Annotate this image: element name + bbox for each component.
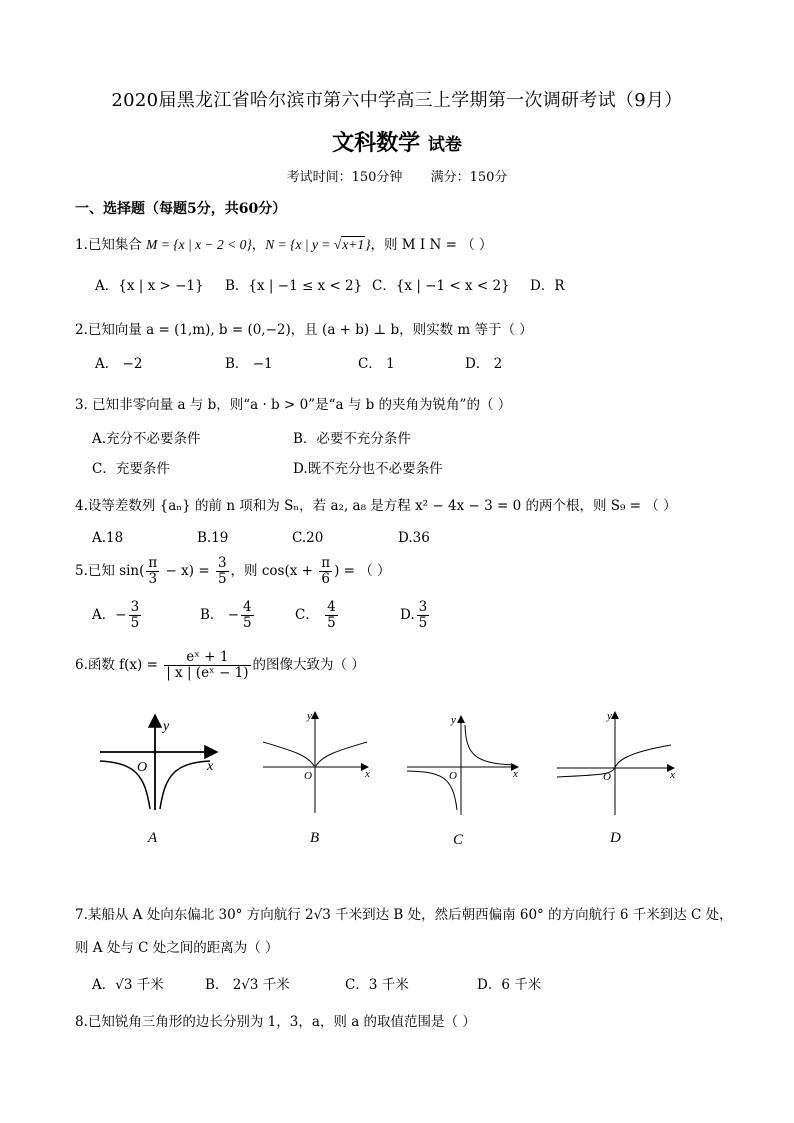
q5-option-c-label: C． [295,607,324,623]
q5-option-c-frac [325,600,338,631]
q5-option-d [400,600,431,631]
graph-b-origin: O [304,770,312,782]
subject-name: 文科数学 [332,130,421,156]
q5-option-d-label: D. [400,607,415,623]
q6-post: 的图像大致为（ ） [252,657,365,673]
q5-option-d-den: 5 [418,615,428,631]
q5-option-b-label: B． − [200,607,240,623]
q1-option-a: A．{x | x > −1} [95,278,204,294]
q5-option-b-frac [241,600,254,631]
q5-pre: 5.已知 sin( [75,563,145,579]
q5-option-d-num: 3 [418,599,428,615]
q5-mid2: ，则 cos(x + [230,563,318,579]
q1-set-n-close: } [365,237,371,252]
q4-option-a: A.18 [92,530,124,546]
q5-option-a-frac [129,600,142,631]
question-4: 4.设等差数列 {aₙ} 的前 n 项和为 Sₙ，若 a₂, a₈ 是方程 x² − 4x − 3 = 0 的两个根，则 S₉ = （ ） [75,498,677,514]
graph-d-y-label: y [607,710,612,722]
q1-prefix: 1.已知集合 [75,237,147,253]
q2-option-c: C． 1 [358,356,395,372]
exam-time: 考试时间：150分钟 [286,170,403,185]
graph-c-label: C [453,832,464,848]
question-2: 2.已知向量 a = (1,m), b = (0,−2)，且 (a + b) ⊥ b，则实数 m 等于（ ） [75,322,533,338]
paper-word: 试卷 [427,135,462,155]
q6-frac [164,650,250,681]
q5-mid1: − x) = [161,563,214,579]
q2-option-d: D． 2 [465,356,503,372]
question-5 [75,556,391,587]
graph-a-y-label: y [163,719,170,734]
q7-option-b: B． 2√3 千米 [205,977,290,993]
q3-option-d: D.既不充分也不必要条件 [293,461,443,477]
q5-frac-pi3-den: 3 [148,571,158,587]
q5-option-a-label: A．− [92,607,127,623]
q3-option-c: C．充要条件 [92,461,170,477]
q1-option-c: C．{x | −1 < x < 2} [372,278,510,294]
q5-frac-pi6-den: 6 [321,571,330,587]
question-8: 8.已知锐角三角形的边长分别为 1，3，a，则 a 的取值范围是（ ） [75,1014,476,1030]
q4-option-d: D.36 [398,530,430,546]
graph-a-curve-right [160,761,210,809]
q3-option-b: B．必要不充分条件 [293,431,411,447]
q4-option-b: B.19 [197,530,229,546]
q5-post: ) = （ ） [334,563,391,579]
graph-c-y-label: y [451,714,456,726]
graph-d-curve [557,745,671,777]
question-1 [75,233,493,253]
q1-sep: ， [251,237,266,253]
q5-option-a-num: 3 [130,599,140,615]
graph-b-x-label: x [365,768,370,780]
q4-option-c: C.20 [292,530,324,546]
q7-option-a: A．√3 千米 [92,977,164,993]
q2-option-a: A． −2 [95,356,143,372]
question-6 [75,650,365,681]
graph-d-origin: O [603,771,611,783]
graph-b-curve-right [316,742,367,766]
q1-option-b: B．{x | −1 ≤ x < 2} [225,278,363,294]
q5-frac-35-den: 5 [217,571,227,587]
q5-option-c-den: 5 [327,615,336,631]
graph-d-x-label: x [670,769,675,781]
q5-option-a-den: 5 [130,615,140,631]
question-7-line-1: 7.某船从 A 处向东偏北 30° 方向航行 2√3 千米到达 B 处，然后朝西偏南 60° 的方向航行 6 千米到达 C 处， [75,907,733,923]
q1-tail: ，则 M I N = （ ） [370,237,493,253]
graph-d [557,710,675,815]
full-score: 满分：150分 [430,170,508,185]
q5-option-b [200,600,256,631]
graph-b-y-label: y [307,710,312,722]
section-heading: 一、选择题（每题5分，共60分） [75,201,287,217]
q2-option-b: B． −1 [225,356,273,372]
exam-info [0,166,794,185]
q6-frac-den: | x | (eˣ − 1) [166,665,249,681]
q1-set-n: N = {x | y = √ [265,237,342,252]
q5-option-c-num: 4 [327,599,336,615]
q6-frac-num: eˣ + 1 [164,650,250,666]
exam-title: 2020届黑龙江省哈尔滨市第六中学高三上学期第一次调研考试（9月） [111,90,683,111]
question-3: 3. 已知非零向量 a 与 b，则“a · b > 0”是“a 与 b 的夹角为锐角”的（ ） [75,397,512,413]
q5-option-c [295,600,340,631]
graph-a-origin: O [137,760,148,775]
q5-option-a [92,600,143,631]
graph-c-curve-right [465,725,513,765]
q5-frac-pi3 [146,556,159,587]
q5-frac-pi6 [319,556,332,587]
graph-b [263,710,370,813]
q7-option-c: C．3 千米 [345,977,409,993]
graph-c-x-label: x [513,768,518,780]
q5-frac-pi3-num: π [148,555,158,571]
q5-option-b-den: 5 [243,615,252,631]
graph-c [407,714,518,815]
q1-set-m: M = {x | x − 2 < 0} [146,237,252,252]
q5-option-d-frac [417,600,430,631]
q1-radicand: x+1 [342,237,365,252]
q5-frac-35-num: 3 [217,555,227,571]
graph-b-curve-left [263,742,314,766]
q6-graphs [95,705,715,825]
graph-a [100,717,215,810]
graph-d-label: D [610,830,621,846]
question-7-line-2: 则 A 处与 C 处之间的距离为（ ） [75,940,279,956]
q1-option-d: D．R [530,278,565,294]
q5-frac-pi6-num: π [321,555,331,571]
q3-option-a: A.充分不必要条件 [92,431,201,447]
q5-frac-35 [216,556,229,587]
graph-b-label: B [310,830,320,846]
q5-option-b-num: 4 [243,599,252,615]
paper-subtitle [0,126,794,157]
graph-c-origin: O [449,770,457,782]
graph-a-label: A [148,830,158,846]
graph-a-x-label: x [207,759,214,774]
q6-pre: 6.函数 f(x) = [75,657,163,673]
q7-option-d: D．6 千米 [477,977,542,993]
